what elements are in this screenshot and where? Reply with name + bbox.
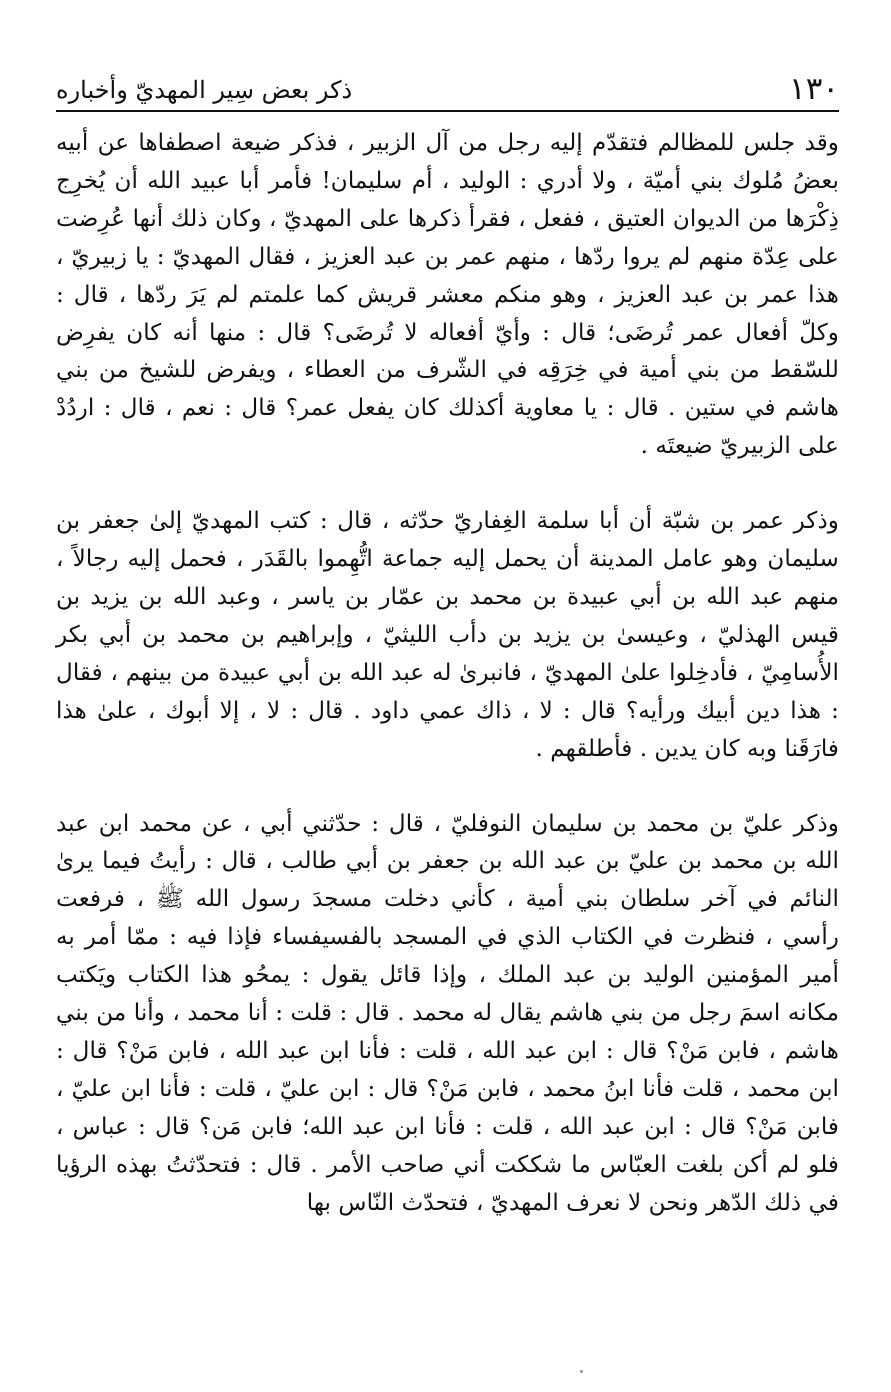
printing-dot <box>580 1370 583 1373</box>
paragraph-dream-account: وذكر عليّ بن محمد بن سليمان النوفليّ ، قال : حدّثني أبي ، عن محمد ابن عبد الله بن محمد بن عليّ بن عبد الله بن جعفر بن أبي طالب ، قال : رأيتُ فيما يرىٰ النائم في آخر سلطان بني أمية ، كأني دخلت مسجدَ رسول الله ﷺ ، فرفعت رأسي ، فنظرت في الكتاب الذي في المسجد بالفسيفساء فإذا فيه : ممّا أمر به أمير المؤمنين الوليد بن عبد الملك ، وإذا قائل يقول : يمحُو هذا الكتاب ويَكتب مكانه اسمَ رجل من بني هاشم يقال له محمد . قال : قلت : أنا محمد ، وأنا من بني هاشم ، فابن مَنْ؟ قال : ابن عبد الله ، قلت : فأنا ابن عبد الله ، فابن مَنْ؟ قال : ابن محمد ، قلت فأنا ابنُ محمد ، فابن مَنْ؟ قال : ابن عليّ ، قلت : فأنا ابن عليّ ، فابن مَنْ؟ قال : ابن عبد الله ، قلت : فأنا ابن عبد الله؛ فابن مَن؟ قال : عباس ، فلو لم أكن بلغت العبّاس ما شككت أني صاحب الأمر . قال : فتحدّثتُ بهذه الرؤيا في ذلك الدّهر ونحن لا نعرف المهديّ ، فتحدّث النّاس بها <box>48 809 839 1216</box>
page-number: ١٣٠ <box>789 71 839 107</box>
running-title: ذكر بعض سِير المهديّ وأخباره <box>56 76 353 104</box>
paragraph-qadar-accused: وذكر عمر بن شبّة أن أبا سلمة الغِفاريّ حدّثه ، قال : كتب المهديّ إلىٰ جعفر بن سليمان وهو عامل المدينة أن يحمل إليه جماعة اتُّهِموا بالقَدَر ، فحمل إليه رجالاً ، منهم عبد الله بن أبي عبيدة بن محمد بن عمّار بن ياسر ، وعبد الله بن يزيد بن قيس الهذليّ ، وعيسىٰ بن يزيد بن دأب الليثيّ ، وإبراهيم بن محمد بن أبي بكر الأُسامِيّ ، فأدخِلوا علىٰ المهديّ ، فانبرىٰ له عبد الله بن أبي عبيدة من بينهم ، فقال : هذا دين أبيك ورأيه؟ قال : لا ، ذاك عمي داود . قال : لا ، إلا أبوك ، علىٰ هذا فارَقَنا وبه كان يدين . فأطلقهم . <box>48 507 839 762</box>
page-header <box>56 66 839 112</box>
main-text <box>48 124 839 1221</box>
paragraph-zubairi-estate: وقد جلس للمظالم فتقدّم إليه رجل من آل الزبير ، فذكر ضيعة اصطفاها عن أبيه بعضُ مُلوك بني أميّة ، ولا أدري : الوليد ، أم سليمان! فأمر أبا عبيد الله أن يُخرِج ذِكْرَها من الديوان العتيق ، ففعل ، فقرأ ذكرها على المهديّ ، وكان ذلك أنها عُرِضت على عِدّة منهم لم يروا ردّها ، منهم عمر بن عبد العزيز ، فقال المهديّ : يا زبيريّ ، هذا عمر بن عبد العزيز ، وهو منكم معشر قريش كما علمتم لم يَرَ ردّها ، قال : وكلّ أفعال عمر تُرضَى؛ قال : وأيّ أفعاله لا تُرضَى؟ قال : منها أنه كان يفرِض للسّقط من بني أمية في خِرَقِه في الشّرف من العطاء ، ويفرض للشيخ من بني هاشم في ستين . قال : يا معاوية أكذلك كان يفعل عمر؟ قال : نعم ، قال : اردُدْ على الزبيريّ ضيعتَه . <box>48 129 839 460</box>
